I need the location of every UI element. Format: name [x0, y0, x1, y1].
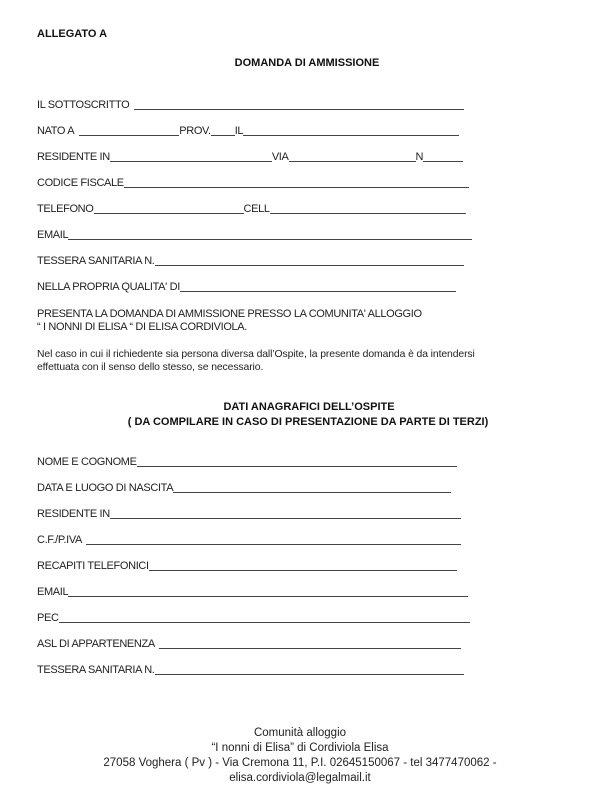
field-label: PEC — [37, 612, 59, 624]
input-line-numero[interactable] — [423, 161, 463, 162]
field-row-data-luogo-nascita — [37, 480, 451, 494]
footer — [0, 726, 600, 786]
guest-section-title: DATI ANAGRAFICI DELL’OSPITE — [223, 401, 395, 413]
field-label: PROV. — [179, 125, 211, 137]
footer-line-3: 27058 Voghera ( Pv ) - Via Cremona 11, P.I. 02645150067 - tel 3477470062 - — [103, 757, 497, 769]
field-row-sottoscritto — [37, 97, 464, 111]
field-label: VIA — [271, 151, 289, 163]
field-row-residente-ospite — [37, 506, 461, 520]
field-row-nato-a — [37, 123, 459, 137]
field-row-tessera-sanitaria — [37, 253, 464, 267]
field-label: RECAPITI TELEFONICI — [37, 560, 149, 572]
input-line-tessera-sanitaria[interactable] — [155, 265, 464, 266]
footer-line-1: Comunità alloggio — [253, 727, 347, 739]
field-label: IL SOTTOSCRITTO — [37, 99, 130, 111]
field-label: NELLA PROPRIA QUALITA' DI — [37, 281, 180, 293]
input-line-telefono[interactable] — [94, 213, 244, 214]
input-line-email[interactable] — [68, 239, 472, 240]
input-line-tessera-ospite[interactable] — [155, 674, 464, 675]
field-row-pec — [37, 610, 470, 624]
field-row-asl — [37, 636, 461, 650]
field-label: TELEFONO — [37, 203, 94, 215]
field-row-nome-cognome — [37, 454, 457, 468]
input-line-pec[interactable] — [59, 622, 470, 623]
input-line-residente[interactable] — [110, 161, 272, 162]
note-line-2: effettuata con il senso dello stesso, se necessario. — [37, 362, 264, 373]
field-row-recapiti — [37, 558, 457, 572]
guest-section-subtitle: ( DA COMPILARE IN CASO DI PRESENTAZIONE DA PARTE DI TERZI) — [127, 416, 489, 428]
field-label: RESIDENTE IN — [37, 151, 110, 163]
field-row-tessera-ospite — [37, 662, 464, 676]
field-row-cf-piva — [37, 532, 461, 546]
footer-email: elisa.cordiviola@legalmail.it — [229, 772, 371, 784]
attachment-label: ALLEGATO A — [37, 28, 108, 40]
field-label: EMAIL — [37, 586, 69, 598]
input-line-codice-fiscale[interactable] — [124, 187, 469, 188]
field-row-codice-fiscale — [37, 175, 469, 189]
input-line-il[interactable] — [243, 135, 459, 136]
input-line-via[interactable] — [289, 161, 416, 162]
field-row-qualita — [37, 279, 456, 293]
field-row-email — [37, 227, 472, 241]
field-label: NATO A — [37, 125, 75, 137]
input-line-cell[interactable] — [270, 213, 466, 214]
statement-line-1: PRESENTA LA DOMANDA DI AMMISSIONE PRESSO LA COMUNITA' ALLOGGIO — [37, 308, 422, 320]
statement-line-2: “ I NONNI DI ELISA “ DI ELISA CORDIVIOLA. — [37, 321, 247, 333]
field-label: ASL DI APPARTENENZA — [37, 638, 155, 650]
field-label: TESSERA SANITARIA N. — [37, 255, 155, 267]
field-label: DATA E LUOGO DI NASCITA — [37, 482, 174, 494]
field-label: N — [415, 151, 424, 163]
field-row-telefono — [37, 201, 466, 215]
input-line-data-luogo-nascita[interactable] — [173, 492, 451, 493]
document-title: DOMANDA DI AMMISSIONE — [234, 57, 380, 69]
footer-line-2: “I nonni di Elisa” di Cordiviola Elisa — [211, 742, 389, 754]
field-label: CODICE FISCALE — [37, 177, 124, 189]
field-row-email-ospite — [37, 584, 468, 598]
field-row-residente — [37, 149, 463, 163]
input-line-prov[interactable] — [211, 135, 235, 136]
input-line-residente-ospite[interactable] — [110, 518, 461, 519]
input-line-qualita[interactable] — [180, 291, 456, 292]
field-label: NOME E COGNOME — [37, 456, 137, 468]
field-label: RESIDENTE IN — [37, 508, 110, 520]
input-line-recapiti[interactable] — [149, 570, 457, 571]
field-label: CELL — [243, 203, 270, 215]
field-label: TESSERA SANITARIA N. — [37, 664, 155, 676]
field-label: C.F./P.IVA — [37, 534, 83, 546]
input-line-sottoscritto[interactable] — [134, 109, 464, 110]
input-line-cf-piva[interactable] — [86, 544, 461, 545]
note-line-1: Nel caso in cui il richiedente sia persona diversa dall’Ospite, la presente domanda è da intendersi — [37, 349, 475, 360]
field-label: IL — [234, 125, 244, 137]
input-line-nato-a[interactable] — [79, 135, 179, 136]
input-line-nome-cognome[interactable] — [137, 466, 457, 467]
field-label: EMAIL — [37, 229, 69, 241]
input-line-email-ospite[interactable] — [68, 596, 468, 597]
input-line-asl[interactable] — [159, 648, 461, 649]
